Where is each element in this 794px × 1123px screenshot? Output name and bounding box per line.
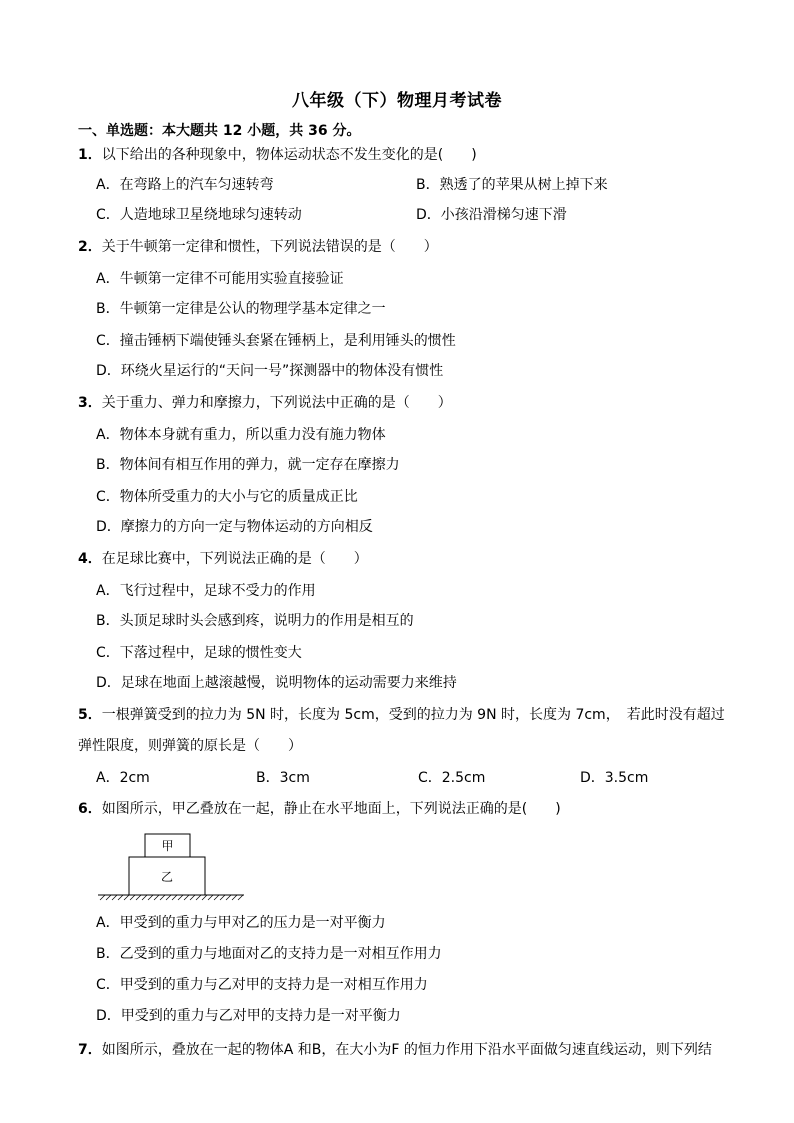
option-d: D．甲受到的重力与乙对甲的支持力是一对平衡力 (96, 1008, 401, 1024)
question-number: 5． (78, 707, 102, 723)
question-text: 一根弹簧受到的拉力为 5N 时，长度为 5cm，受到的拉力为 9N 时，长度为 7cm， 若此时没有超过 (101, 707, 725, 723)
ground-hatching (100, 895, 243, 900)
option-c: C．下落过程中，足球的惯性变大 (96, 645, 302, 661)
question-number: 3． (78, 395, 102, 411)
option-a: A．在弯路上的汽车匀速转弯 (96, 177, 274, 193)
question-number: 4． (78, 551, 102, 567)
question-text: 如图所示，叠放在一起的物体A 和B，在大小为F 的恒力作用下沿水平面做匀速直线运动，则下列结 (101, 1042, 712, 1058)
option-c: C．人造地球卫星绕地球匀速转动 (96, 207, 302, 223)
question-text: 关于重力、弹力和摩擦力，下列说法中正确的是（ ） (101, 395, 452, 411)
question-number: 6． (78, 801, 102, 817)
option-b: B．牛顿第一定律是公认的物理学基本定律之一 (96, 301, 386, 317)
question-number: 2． (78, 239, 102, 255)
question-1-stem (78, 146, 477, 164)
option-b: B．头顶足球时头会感到疼，说明力的作用是相互的 (96, 613, 414, 629)
question-6-stem (78, 800, 561, 818)
option-d: D．摩擦力的方向一定与物体运动的方向相反 (96, 519, 373, 535)
section-heading: 一、单选题：本大题共 12 小题，共 36 分。 (78, 123, 361, 139)
option-c: C．甲受到的重力与乙对甲的支持力是一对相互作用力 (96, 977, 428, 993)
option-b: B．乙受到的重力与地面对乙的支持力是一对相互作用力 (96, 946, 442, 962)
stacked-blocks-figure (96, 832, 246, 904)
option-a: A．飞行过程中，足球不受力的作用 (96, 583, 316, 599)
option-d: D．足球在地面上越滚越慢，说明物体的运动需要力来维持 (96, 675, 457, 691)
option-c: C．撞击锤柄下端使锤头套紧在锤柄上，是利用锤头的惯性 (96, 333, 456, 349)
option-a: A．甲受到的重力与甲对乙的压力是一对平衡力 (96, 915, 386, 931)
page-title: 八年级（下）物理月考试卷 (292, 91, 502, 111)
option-d: D．3.5cm (580, 770, 649, 786)
question-4-stem (78, 550, 368, 568)
question-2-stem (78, 238, 438, 256)
option-b: B．3cm (256, 770, 310, 786)
question-text: 以下给出的各种现象中，物体运动状态不发生变化的是( ) (101, 147, 477, 163)
question-text: 在足球比赛中，下列说法正确的是（ ） (101, 551, 368, 567)
block-top-label: 甲 (161, 839, 174, 853)
option-d: D．小孩沿滑梯匀速下滑 (416, 207, 567, 223)
question-number: 1． (78, 147, 102, 163)
question-5-stem (78, 706, 725, 724)
question-number: 7． (78, 1042, 102, 1058)
question-3-stem (78, 394, 452, 412)
block-bottom-label: 乙 (160, 870, 174, 884)
question-text: 关于牛顿第一定律和惯性，下列说法错误的是（ ） (101, 239, 438, 255)
option-b: B．物体间有相互作用的弹力，就一定存在摩擦力 (96, 457, 400, 473)
option-c: C．2.5cm (418, 770, 486, 786)
option-c: C．物体所受重力的大小与它的质量成正比 (96, 489, 358, 505)
question-5-stem-continued: 弹性限度，则弹簧的原长是（ ） (78, 738, 302, 754)
option-a: A．牛顿第一定律不可能用实验直接验证 (96, 271, 344, 287)
option-a: A．2cm (96, 770, 150, 786)
question-text: 如图所示，甲乙叠放在一起，静止在水平地面上，下列说法正确的是( ) (101, 801, 561, 817)
option-b: B．熟透了的苹果从树上掉下来 (416, 177, 608, 193)
option-d: D．环绕火星运行的“天问一号”探测器中的物体没有惯性 (96, 363, 444, 379)
question-7-stem (78, 1041, 712, 1059)
option-a: A．物体本身就有重力，所以重力没有施力物体 (96, 427, 386, 443)
